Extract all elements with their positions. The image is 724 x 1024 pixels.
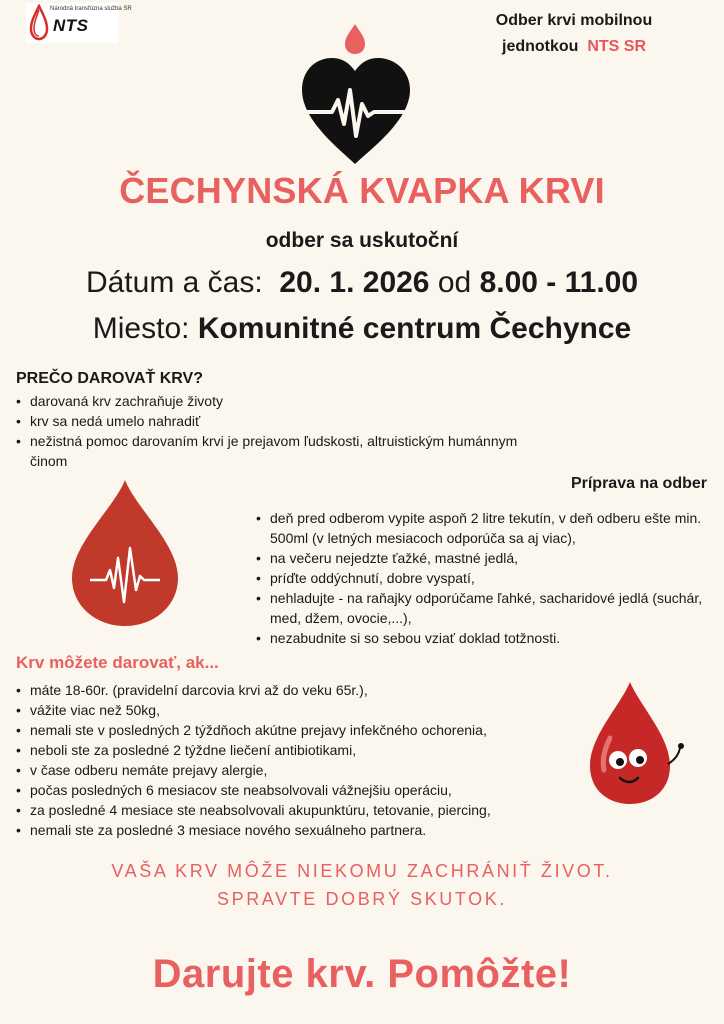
logo-caption: Národná transfúzna služba SR bbox=[50, 6, 132, 12]
mobile-unit-note bbox=[464, 8, 684, 60]
place-value: Komunitné centrum Čechynce bbox=[197, 312, 632, 345]
can-item: • nemali ste za posledné 3 mesiace nového sexuálneho partnera. bbox=[16, 820, 576, 840]
can-item: • v čase odberu nemáte prejavy alergie, bbox=[16, 760, 576, 780]
prep-list bbox=[256, 508, 716, 648]
logo-mark: NTS bbox=[53, 16, 89, 35]
can-item: • vážite viac než 50kg, bbox=[16, 700, 576, 720]
logo-drop-icon bbox=[28, 4, 50, 42]
blood-drop-pulse-icon bbox=[66, 478, 184, 628]
why-item: • darovaná krv zachraňuje životy bbox=[16, 391, 536, 411]
date-time bbox=[0, 266, 724, 300]
can-item: • nemali ste v posledných 2 týždňoch akútne prejavy infekčného ochorenia, bbox=[16, 720, 576, 740]
slogan-line2: SPRAVTE DOBRÝ SKUTOK. bbox=[217, 889, 507, 909]
final-call: Darujte krv. Pomôžte! bbox=[152, 952, 572, 996]
time-value: 8.00 - 11.00 bbox=[479, 266, 639, 299]
prep-item: • nehladujte - na raňajky odporúčame ľahké, sacharidové jedlá (suchár, med, džem, ovocie,...), bbox=[256, 588, 716, 628]
can-list bbox=[16, 680, 576, 840]
slogan bbox=[0, 857, 724, 913]
place-label: Miesto: bbox=[92, 312, 190, 345]
mobile-line2-prefix: jednotkou bbox=[502, 38, 579, 55]
date-value: 20. 1. 2026 bbox=[279, 266, 430, 299]
why-list bbox=[16, 391, 536, 471]
event-title: ČECHYNSKÁ KVAPKA KRVI bbox=[119, 170, 605, 211]
slogan-line1: VAŠA KRV MÔŽE NIEKOMU ZACHRÁNIŤ ŽIVOT. bbox=[111, 861, 613, 881]
event-subtitle: odber sa uskutoční bbox=[265, 229, 459, 252]
why-item: • krv sa nedá umelo nahradiť bbox=[16, 411, 536, 431]
can-item: • počas posledných 6 mesiacov ste neabsolvovali vážnejšiu operáciu, bbox=[16, 780, 576, 800]
date-from: od bbox=[437, 266, 472, 299]
prep-title: Príprava na odber bbox=[570, 475, 707, 492]
why-title: PREČO DAROVAŤ KRV? bbox=[16, 370, 203, 387]
mobile-line2 bbox=[464, 34, 684, 60]
prep-item: • príďte oddýchnutí, dobre vyspatí, bbox=[256, 568, 716, 588]
prep-item: • na večeru nejedzte ťažké, mastné jedlá, bbox=[256, 548, 716, 568]
can-item: • za posledné 4 mesiace ste neabsolvovali akupunktúru, tetovanie, piercing, bbox=[16, 800, 576, 820]
date-label: Dátum a čas: bbox=[85, 266, 263, 299]
can-item: • neboli ste za posledné 2 týždne liečení antibiotikami, bbox=[16, 740, 576, 760]
heart-pulse-icon bbox=[298, 24, 416, 166]
why-item: • nežistná pomoc darovaním krvi je prejavom ľudskosti, altruistickým humánnym činom bbox=[16, 431, 536, 471]
blood-drop-mascot-icon bbox=[582, 678, 692, 808]
mobile-line1: Odber krvi mobilnou bbox=[495, 12, 653, 29]
can-item: • máte 18-60r. (pravidelní darcovia krvi až do veku 65r.), bbox=[16, 680, 576, 700]
prep-item: • deň pred odberom vypite aspoň 2 litre tekutín, v deň odberu ešte min. 500ml (v letných mesiacoch odporúča sa aj viac), bbox=[256, 508, 716, 548]
can-title: Krv môžete darovať, ak... bbox=[16, 653, 219, 672]
place bbox=[0, 312, 724, 346]
prep-item: • nezabudnite si so sebou vziať doklad totžnosti. bbox=[256, 628, 716, 648]
nts-logo bbox=[26, 3, 132, 43]
mobile-line2-brand: NTS SR bbox=[587, 38, 646, 55]
